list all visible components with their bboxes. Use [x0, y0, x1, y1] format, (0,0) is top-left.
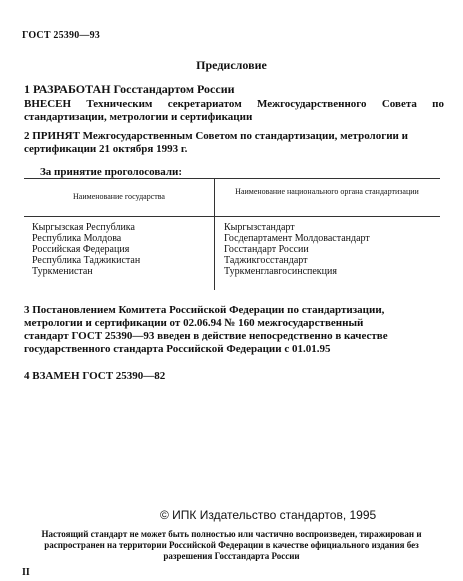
- state-column: [32, 222, 212, 277]
- voted-label: За принятие проголосовали:: [40, 166, 183, 178]
- table-cell-organ: Туркменглавгосинспекция: [224, 266, 337, 277]
- table-cell-state: Республика Таджикистан: [32, 255, 141, 266]
- table-cell-state: Российская Федерация: [32, 244, 130, 255]
- copyright-line: © ИПК Издательство стандартов, 1995: [160, 508, 377, 522]
- table-cell-state: Туркменистан: [32, 266, 93, 277]
- table-cell-organ: Госстандарт России: [224, 244, 309, 255]
- item-4-replaces: 4 ВЗАМЕН ГОСТ 25390—82: [24, 370, 166, 382]
- table-cell-state: Республика Молдова: [32, 233, 122, 244]
- table-cell-organ: Госдепартамент Молдовастандарт: [224, 233, 370, 244]
- table-cell-state: Кыргызская Республика: [32, 222, 135, 233]
- voting-table: [24, 178, 440, 290]
- reproduction-notice: Настоящий стандарт не может быть полностью или частично воспроизведен, тиражирован и распространен на территории Российской Федерации в качестве официального издания без разрешения Госстандарта России: [41, 529, 422, 561]
- item-3-decree: 3 Постановлением Комитета Российской Федерации по стандартизации, метрологии и сертификации от 02.06.94 № 160 межгосударственный стандарт ГОСТ 25390—93 введен в действие непосредственно в качестве государственного стандарта Российской Федерации с 01.01.95: [24, 304, 388, 355]
- column-header-state: Наименование государства: [73, 192, 165, 201]
- organ-column: [224, 222, 440, 277]
- item-2-adopted: 2 ПРИНЯТ Межгосударственным Советом по стандартизации, метрологии и сертификации 21 октября 1993 г.: [24, 130, 408, 155]
- introduced-by: ВНЕСЕН Техническим секретариатом Межгосударственного Совета по стандартизации, метрологии и сертификации: [24, 98, 444, 123]
- preface-title: Предисловие: [196, 58, 267, 72]
- table-cell-organ: Таджикгосстандарт: [224, 255, 308, 266]
- document-code-header: ГОСТ 25390—93: [22, 30, 101, 41]
- table-top-rule: [24, 178, 440, 179]
- table-header-rule: [24, 216, 440, 217]
- item-1-developed: 1 РАЗРАБОТАН Госстандартом России: [24, 82, 235, 96]
- column-header-organ: Наименование национального органа стандартизации: [235, 187, 419, 196]
- page-number: II: [22, 567, 30, 578]
- table-cell-organ: Кыргызстандарт: [224, 222, 295, 233]
